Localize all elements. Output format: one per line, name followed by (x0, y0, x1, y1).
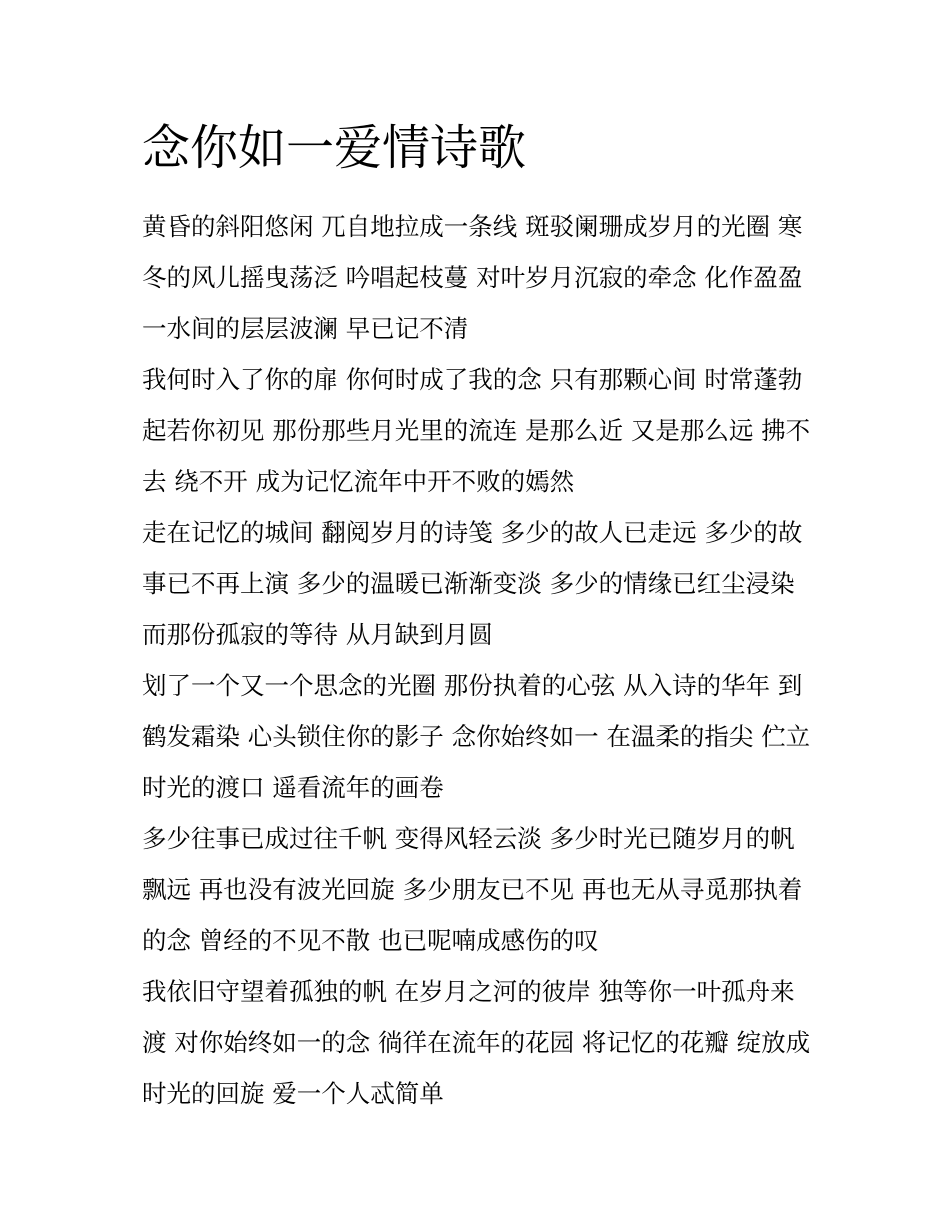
poem-paragraph-3: 走在记忆的城间 翻阅岁月的诗笺 多少的故人已走远 多少的故事已不再上演 多少的温暖已渐渐变淡 多少的情缘已红尘浸染 而那份孤寂的等待 从月缺到月圆 (142, 518, 803, 649)
poem-body (142, 201, 814, 1119)
poem-paragraph-6: 我依旧守望着孤独的帆 在岁月之河的彼岸 独等你一叶孤舟来渡 对你始终如一的念 徜徉在流年的花园 将记忆的花瓣 绽放成时光的回旋 爱一个人忒简单 (142, 977, 811, 1108)
poem-paragraph-5: 多少往事已成过往千帆 变得风轻云淡 多少时光已随岁月的帆飘远 再也没有波光回旋 多少朋友已不见 再也无从寻觅那执着的念 曾经的不见不散 也已呢喃成感伤的叹 (142, 824, 803, 955)
page-title: 念你如一爱情诗歌 (142, 120, 527, 176)
poem-paragraph-1: 黄昏的斜阳悠闲 兀自地拉成一条线 斑驳阑珊成岁月的光圈 寒冬的风儿摇曳荡泛 吟唱起枝蔓 对叶岁月沉寂的牵念 化作盈盈一水间的层层波澜 早已记不清 (142, 212, 803, 343)
poem-paragraph-2: 我何时入了你的扉 你何时成了我的念 只有那颗心间 时常蓬勃起若你初见 那份那些月光里的流连 是那么近 又是那么远 拂不去 绕不开 成为记忆流年中开不败的嫣然 (142, 365, 811, 496)
poem-paragraph-4: 划了一个又一个思念的光圈 那份执着的心弦 从入诗的华年 到鹤发霜染 心头锁住你的影子 念你始终如一 在温柔的指尖 伫立时光的渡口 遥看流年的画卷 (142, 671, 811, 802)
